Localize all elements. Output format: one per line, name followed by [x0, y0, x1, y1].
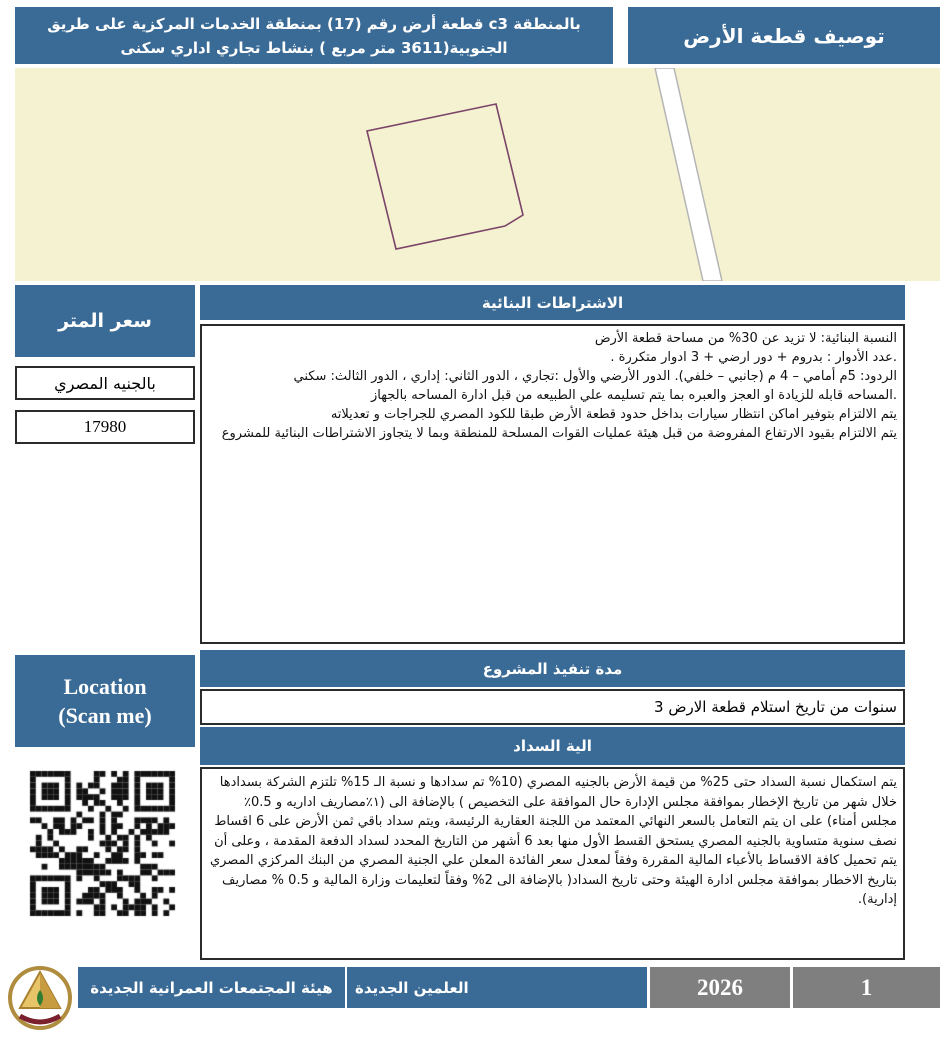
building-requirement-line: يتم الالتزام بقيود الارتفاع المفروضة من قبل هيئة عمليات القوات المسلحة للمنطقة وبما لا يتجاوز الاشتراطات البنائية للمشروع [221, 426, 897, 441]
qr-code [28, 770, 185, 918]
currency-label: بالجنيه المصري [54, 373, 156, 393]
building-requirement-line: .عدد الأدوار : بدروم + دور ارضي + 3 ادوار متكررة . [610, 350, 897, 365]
footer-city-label: العلمين الجديدة [355, 978, 469, 997]
price-value-box [15, 410, 195, 444]
footer-authority [78, 967, 345, 1008]
building-requirement-line: الردود: 5م أمامي – 4 م (جانبي – خلفي). الدور الأرضي والأول :تجاري ، الدور الثاني: إداري ، الدور الثالث: سكني [293, 369, 897, 384]
scan-me-label: (Scan me) [58, 703, 152, 728]
authority-logo [8, 960, 72, 1036]
plot-details-text: بالمنطقة c3 قطعة أرض رقم (17) بمنطقة الخدمات المركزية على طريق الجنوبية(3611 متر مربع ) بنشاط تجاري اداري سكنى [47, 14, 581, 57]
footer-year-value: 2026 [697, 974, 743, 1000]
footer-page-number [793, 967, 940, 1008]
currency-box [15, 366, 195, 400]
footer-year [650, 967, 790, 1008]
building-requirement-line: يتم الالتزام بتوفير اماكن انتظار سيارات بداخل حدود قطعة الأرض طبقا للكود المصري للجراجات و تعديلاته [330, 407, 897, 422]
footer-city [347, 967, 647, 1008]
location-label: Location [63, 674, 147, 699]
site-map-drawing [15, 68, 940, 281]
price-per-meter-header [15, 285, 195, 357]
page-title [628, 7, 940, 64]
project-duration-header [200, 650, 905, 687]
site-map [15, 68, 940, 281]
building-requirements-header [200, 285, 905, 320]
project-duration-box [200, 689, 905, 725]
price-value: 17980 [83, 417, 127, 436]
footer-authority-label: هيئة المجتمعات العمرانية الجديدة [90, 978, 333, 997]
payment-method-header [200, 727, 905, 765]
project-duration-value: 3 سنوات من تاريخ استلام قطعة الارض [654, 698, 897, 716]
payment-method-box [200, 767, 905, 960]
payment-method-text: يتم استكمال نسبة السداد حتى 25% من قيمة الأرض بالجنيه المصري (10% تم سدادها و نسبة الـ 15% تلتزم الشركة بسدادها خلال شهر من تاريخ الإخطار بموافقة مجلس الإدارة حال الموافقة على التخصيص ) بالإضافة الى (١٪مصاريف اداريه و 0.5٪ مجلس أمناء) على ان يتم التعامل بالسعر النهائي المعتمد من اللجنة العقارية الرئيسة، ويتم سداد باقي ثمن الأرض على 6 اقساط نصف سنوية متساوية بالجنيه المصري يستحق القسط الأول منها بعد 6 أشهر من التاريخ المحدد لسداد الدفعة المقدمة ، وعلى أن يتم تحميل كافة الاقساط بالأعباء المالية المقررة وفقاً لمعدل سعر الفائدة المعلن علي الجنية المصري من البنك المركزي المصري بتاريخ الاخطار بموافقة مجلس ادارة الهيئة وحتى تاريخ السداد( بالإضافة الى 2% وفقاً لتعليمات وزارة المالية و 0.5 % مصاريف إدارية). [209, 775, 897, 907]
page-title-text: توصيف قطعة الأرض [683, 23, 885, 48]
footer-page-value: 1 [860, 974, 873, 1000]
building-requirement-line: .المساحه قابله للزيادة او العجز والعبره بما يتم تسليمه علي الطبيعه من قبل ادارة المساحه بالجهاز [371, 388, 897, 403]
building-requirement-line: النسبة البنائية: لا تزيد عن 30% من مساحة قطعة الأرض [594, 331, 897, 346]
project-duration-title: مدة تنفيذ المشروع [482, 659, 623, 678]
plot-details-header [15, 7, 613, 64]
building-requirements-box [200, 324, 905, 644]
building-requirements-title: الاشتراطات البنائية [481, 293, 624, 312]
payment-method-title: الية السداد [513, 737, 592, 755]
location-scan-header [15, 655, 195, 747]
price-per-meter-label: سعر المتر [58, 310, 152, 332]
